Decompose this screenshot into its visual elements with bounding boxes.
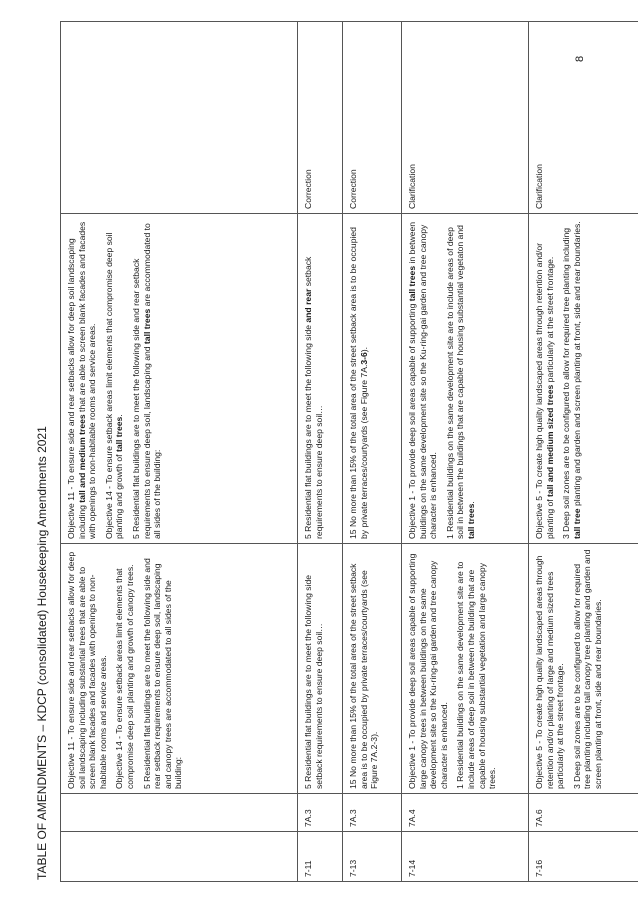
table-row bbox=[298, 21, 343, 881]
amended-text-cell bbox=[298, 213, 342, 543]
item-number: 7-16 bbox=[534, 859, 544, 877]
item-cell bbox=[298, 831, 342, 881]
amended-text: Objective 11 - To ensure side and rear setbacks allow for deep soil landscaping including bbox=[66, 238, 87, 539]
existing-paragraph: Objective 11 - To ensure side and rear setbacks allow for deep soil landscaping including substantial trees that are able to screen blank facades and facades with openings to non-habitable rooms and service areas. bbox=[66, 551, 108, 789]
amended-text: that are able to screen blank facades and facades with openings to non-habitable rooms and service areas. bbox=[76, 221, 98, 539]
existing-paragraph: 5 Residential flat buildings are to meet the following side and rear setback requirements to ensure deep soil, landscaping and canopy trees are accommodated to all sides of the building: bbox=[141, 558, 184, 789]
existing-text-cell bbox=[61, 543, 297, 793]
reason-cell bbox=[61, 21, 297, 213]
amendment-reason: Correction bbox=[348, 169, 358, 209]
amendment-reason: Clarification bbox=[534, 164, 544, 209]
existing-text-cell bbox=[343, 543, 401, 793]
amended-text: Objective 1 - To provide deep soil areas capable of supporting bbox=[407, 301, 417, 539]
item-number: 7-13 bbox=[348, 859, 358, 877]
amended-bold-text: and rear bbox=[303, 288, 313, 323]
amended-text: Objective 14 - To ensure setback areas limit elements that compromise deep soil planting and growth of bbox=[103, 232, 125, 539]
amendments-table bbox=[60, 21, 638, 882]
amended-paragraph bbox=[303, 218, 324, 539]
amended-bold-text: tall trees bbox=[141, 308, 152, 345]
amended-text-cell bbox=[343, 213, 401, 543]
amended-paragraph bbox=[534, 218, 555, 539]
existing-paragraph: 5 Residential flat buildings are to meet the following side setback requirements to ensure deep soil… bbox=[303, 574, 324, 789]
existing-text-cell bbox=[298, 543, 342, 793]
existing-paragraph: Objective 1 - To provide deep soil areas capable of supporting large canopy trees in between buildings on the same development site so the Ku-ring-gai garden and tree canopy character is enhanced. bbox=[407, 553, 449, 789]
item-cell bbox=[529, 831, 638, 881]
amended-paragraph bbox=[348, 218, 369, 539]
amended-bold-text: tall trees bbox=[465, 503, 476, 539]
amended-text-cell bbox=[402, 213, 528, 543]
amended-text: setback requirements to ensure deep soil… bbox=[303, 256, 324, 539]
table-row bbox=[529, 21, 638, 881]
existing-paragraph: Objective 5 - To create high quality landscaped areas through retention and/or planting of large and medium sized trees particularly at the street frontage. bbox=[534, 555, 566, 789]
amended-paragraph bbox=[445, 218, 477, 539]
existing-text-cell bbox=[529, 543, 638, 793]
existing-text-cell bbox=[402, 543, 528, 793]
clause-cell bbox=[61, 793, 297, 831]
clause-number: 7A.4 bbox=[407, 809, 417, 827]
amended-text: particularly at the street frontage. bbox=[544, 256, 555, 385]
amended-text: 15 No more than 15% of the total area of the street setback area is to be occupied by private terraces/courtyards (see Figure 7A. bbox=[348, 227, 369, 539]
clause-number: 7A.6 bbox=[534, 809, 544, 827]
amended-text: 1 Residential buildings on the same development site are to include areas of deep soil in between the buildings that are capable of housing substantial vegetaton and bbox=[444, 225, 466, 539]
amendment-reason: Clarification bbox=[407, 164, 417, 209]
amended-text-cell bbox=[61, 213, 297, 543]
table-row bbox=[61, 21, 298, 881]
amended-text: planting and garden and screen planting at front, side and rear boundaries. bbox=[571, 221, 582, 509]
amended-bold-text: tall tree bbox=[571, 508, 582, 539]
document-title: TABLE OF AMENDMENTS – KDCP (consolidated) Housekeeping Amendments 2021 bbox=[35, 426, 49, 880]
clause-cell bbox=[298, 793, 342, 831]
clause-cell bbox=[343, 793, 401, 831]
item-number: 7-11 bbox=[303, 860, 313, 877]
item-number: 7-14 bbox=[407, 859, 417, 877]
amended-text: 3 Deep soil zones are to be configured to allow for required tree planting including bbox=[561, 228, 572, 539]
amended-bold-text: tall and medium trees bbox=[76, 414, 87, 503]
amended-text: are accommodated to all sides of the building: bbox=[141, 223, 163, 539]
amended-text: . bbox=[114, 414, 125, 417]
amended-text: 5 Residential flat buildings are to meet the following side and rear setback requirements to ensure deep soil, landscaping and bbox=[130, 258, 152, 539]
page-number: 8 bbox=[574, 55, 586, 62]
amended-text: in between buildings on the same development site so the Ku-ring-gai garden and tree canopy character is enhanced. bbox=[407, 221, 439, 539]
clause-number: 7A.3 bbox=[303, 809, 313, 827]
amended-paragraph bbox=[561, 218, 582, 539]
existing-paragraph: 15 No more than 15% of the total area of the street setback area is to be occupied by private terraces/courtyards (see Figure 7A.2-3). bbox=[348, 563, 380, 789]
existing-paragraph: Objective 14 - To ensure setback areas limit elements that compromise deep soil planting and growth of canopy trees. bbox=[114, 564, 135, 789]
amended-text: Objective 5 - To create high quality landscaped areas through retention and/or planting of bbox=[534, 242, 555, 539]
amended-text: 5 Residential flat buildings are to meet the following side bbox=[303, 322, 313, 539]
amended-text: . bbox=[465, 501, 476, 504]
reason-cell bbox=[402, 21, 528, 213]
clause-number: 7A.3 bbox=[348, 809, 358, 827]
amended-text-cell bbox=[529, 213, 638, 543]
existing-paragraph: 1 Residential buildings on the same development site are to include areas of deep soil in between the building that are capable of housing substantial vegetation and large canopy trees. bbox=[455, 561, 498, 789]
table-row bbox=[343, 21, 402, 881]
clause-cell bbox=[529, 793, 638, 831]
reason-cell bbox=[298, 21, 342, 213]
amended-paragraph bbox=[131, 218, 163, 539]
amended-paragraph bbox=[104, 218, 125, 539]
item-cell bbox=[61, 831, 297, 881]
rotated-page bbox=[34, 22, 603, 882]
amended-paragraph bbox=[407, 218, 439, 539]
item-cell bbox=[343, 831, 401, 881]
amended-paragraph bbox=[66, 218, 98, 539]
amended-bold-text: 3-6 bbox=[358, 352, 369, 365]
amended-bold-text: tall and medium sized trees bbox=[544, 384, 555, 497]
reason-cell bbox=[529, 21, 638, 213]
amended-text: ). bbox=[358, 346, 369, 353]
table-row bbox=[402, 21, 529, 881]
reason-cell bbox=[343, 21, 401, 213]
item-cell bbox=[402, 831, 528, 881]
amended-bold-text: tall trees bbox=[114, 416, 125, 453]
existing-paragraph: 3 Deep soil zones are to be configured to allow for required tree planting including tall canopy tree planting and garden and screen planting at front, side and rear boundaries. bbox=[571, 549, 603, 789]
clause-cell bbox=[402, 793, 528, 831]
amended-bold-text: tall trees bbox=[407, 265, 417, 302]
amendment-reason: Correction bbox=[303, 169, 313, 209]
